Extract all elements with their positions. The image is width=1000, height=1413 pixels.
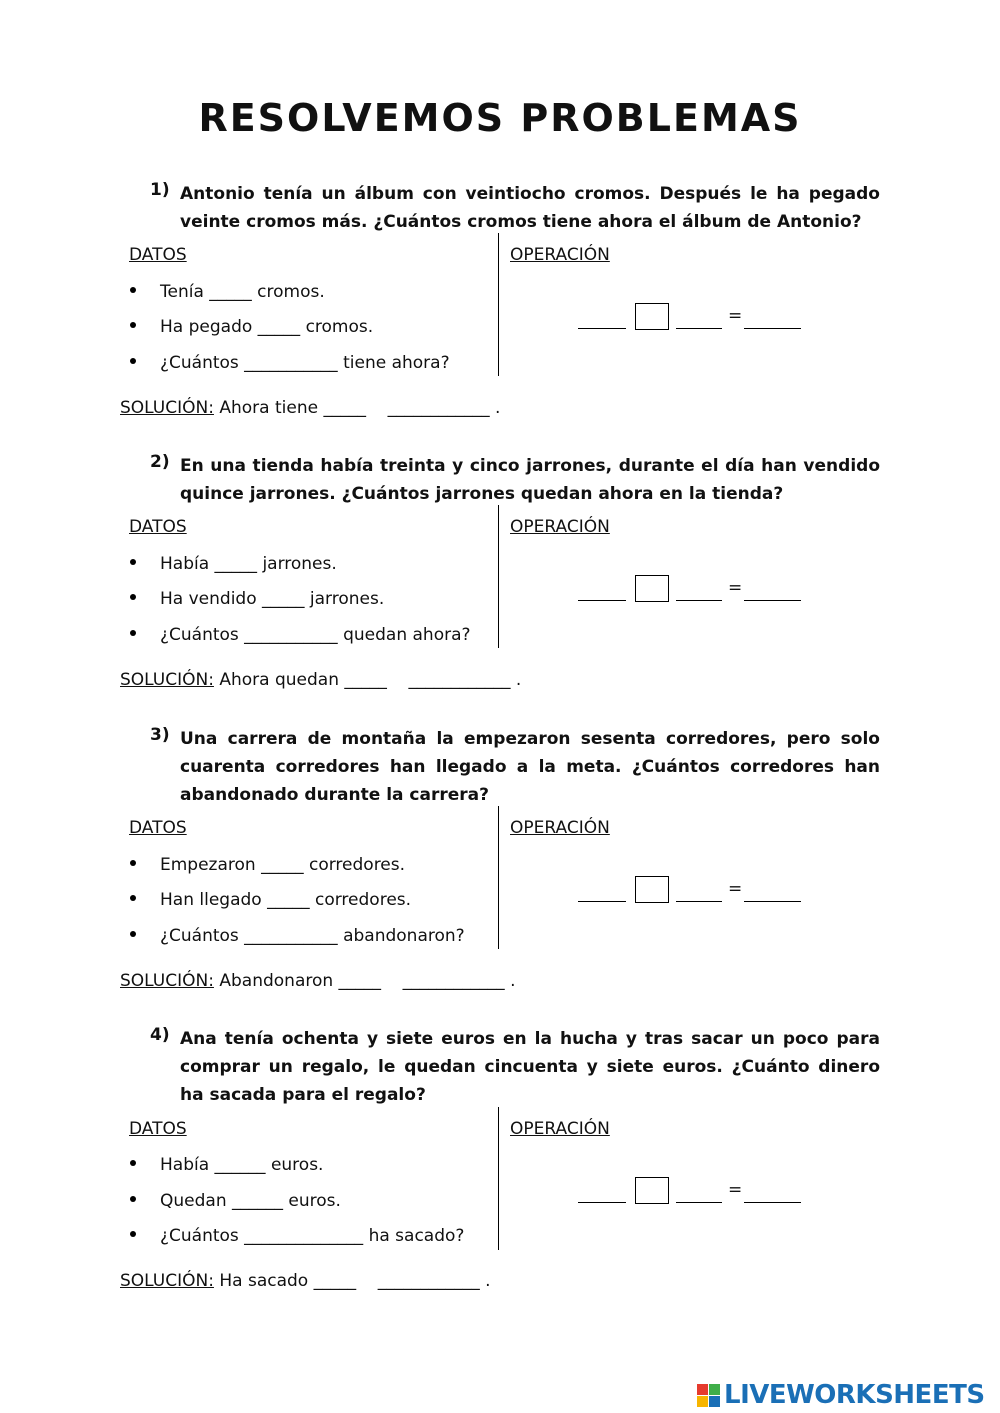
equals-sign: =	[728, 306, 743, 326]
column-divider	[498, 505, 499, 648]
bullet-icon	[130, 895, 136, 901]
operation-row	[578, 303, 808, 333]
bullet-icon	[130, 931, 136, 937]
logo-square	[709, 1384, 720, 1395]
equals-sign: =	[728, 1180, 743, 1200]
operation-row	[578, 575, 808, 605]
solution-line: SOLUCIÓN: Ha sacado _____ ____________ .	[120, 1271, 491, 1291]
column-divider	[498, 806, 499, 949]
operand-blank[interactable]	[676, 1202, 722, 1203]
bullet-icon	[130, 594, 136, 600]
datos-item: Quedan ______ euros.	[130, 1191, 341, 1211]
datos-item: ¿Cuántos ___________ quedan ahora?	[130, 625, 471, 645]
operation-row	[578, 876, 808, 906]
bullet-icon	[130, 322, 136, 328]
solution-line: SOLUCIÓN: Ahora quedan _____ ____________ .	[120, 670, 522, 690]
operand-blank[interactable]	[676, 901, 722, 902]
datos-heading: DATOS	[129, 245, 187, 265]
operation-row	[578, 1177, 808, 1207]
problem-statement: Ana tenía ochenta y siete euros en la hucha y tras sacar un poco para comprar un regalo, le quedan cincuenta y siete euros. ¿Cuánto dinero ha sacada para el regalo?	[180, 1029, 880, 1105]
bullet-icon	[130, 1231, 136, 1237]
column-divider	[498, 233, 499, 376]
bullet-icon	[130, 287, 136, 293]
operand-blank[interactable]	[578, 600, 626, 601]
datos-item: Han llegado _____ corredores.	[130, 890, 411, 910]
liveworksheets-logo-icon	[697, 1384, 721, 1408]
operator-box[interactable]	[635, 575, 669, 602]
liveworksheets-logo	[697, 1378, 997, 1410]
datos-item: Había _____ jarrones.	[130, 554, 337, 574]
operacion-heading: OPERACIÓN	[510, 245, 610, 265]
datos-heading: DATOS	[129, 818, 187, 838]
datos-item: ¿Cuántos ___________ abandonaron?	[130, 926, 465, 946]
solution-line: SOLUCIÓN: Abandonaron _____ ____________ .	[120, 971, 516, 991]
operand-blank[interactable]	[578, 1202, 626, 1203]
datos-heading: DATOS	[129, 1119, 187, 1139]
solucion-label: SOLUCIÓN:	[120, 670, 214, 690]
problem-number: 1)	[150, 180, 170, 200]
page-title: RESOLVEMOS PROBLEMAS	[198, 96, 802, 140]
problem-number: 4)	[150, 1025, 170, 1045]
bullet-icon	[130, 1160, 136, 1166]
logo-text: LIVEWORKSHEETS	[724, 1380, 985, 1410]
operator-box[interactable]	[635, 876, 669, 903]
bullet-icon	[130, 860, 136, 866]
solucion-label: SOLUCIÓN:	[120, 398, 214, 418]
datos-item: ¿Cuántos ___________ tiene ahora?	[130, 353, 450, 373]
operand-blank[interactable]	[676, 328, 722, 329]
operacion-heading: OPERACIÓN	[510, 818, 610, 838]
bullet-icon	[130, 630, 136, 636]
datos-item: Ha vendido _____ jarrones.	[130, 589, 384, 609]
result-blank[interactable]	[744, 328, 801, 329]
result-blank[interactable]	[744, 901, 801, 902]
result-blank[interactable]	[744, 600, 801, 601]
logo-square	[697, 1384, 708, 1395]
bullet-icon	[130, 559, 136, 565]
datos-item: Había ______ euros.	[130, 1155, 323, 1175]
problem-number: 3)	[150, 725, 170, 745]
operator-box[interactable]	[635, 1177, 669, 1204]
bullet-icon	[130, 1196, 136, 1202]
equals-sign: =	[728, 578, 743, 598]
logo-square	[697, 1396, 708, 1407]
equals-sign: =	[728, 879, 743, 899]
solucion-label: SOLUCIÓN:	[120, 971, 214, 991]
operacion-heading: OPERACIÓN	[510, 1119, 610, 1139]
problem-statement: Una carrera de montaña la empezaron sesenta corredores, pero solo cuarenta corredores han llegado a la meta. ¿Cuántos corredores han abandonado durante la carrera?	[180, 729, 880, 805]
problem-statement: Antonio tenía un álbum con veintiocho cromos. Después le ha pegado veinte cromos más. ¿Cuántos cromos tiene ahora el álbum de Antonio?	[180, 184, 880, 232]
datos-item: Empezaron _____ corredores.	[130, 855, 405, 875]
solucion-label: SOLUCIÓN:	[120, 1271, 214, 1291]
operacion-heading: OPERACIÓN	[510, 517, 610, 537]
operand-blank[interactable]	[676, 600, 722, 601]
result-blank[interactable]	[744, 1202, 801, 1203]
datos-item: Ha pegado _____ cromos.	[130, 317, 373, 337]
problem-statement: En una tienda había treinta y cinco jarrones, durante el día han vendido quince jarrones. ¿Cuántos jarrones quedan ahora en la tienda?	[180, 456, 880, 504]
solution-line: SOLUCIÓN: Ahora tiene _____ ____________ .	[120, 398, 501, 418]
operand-blank[interactable]	[578, 901, 626, 902]
datos-item: ¿Cuántos ______________ ha sacado?	[130, 1226, 464, 1246]
logo-square	[709, 1396, 720, 1407]
operator-box[interactable]	[635, 303, 669, 330]
problem-number: 2)	[150, 452, 170, 472]
bullet-icon	[130, 358, 136, 364]
datos-heading: DATOS	[129, 517, 187, 537]
operand-blank[interactable]	[578, 328, 626, 329]
datos-item: Tenía _____ cromos.	[130, 282, 325, 302]
column-divider	[498, 1107, 499, 1250]
